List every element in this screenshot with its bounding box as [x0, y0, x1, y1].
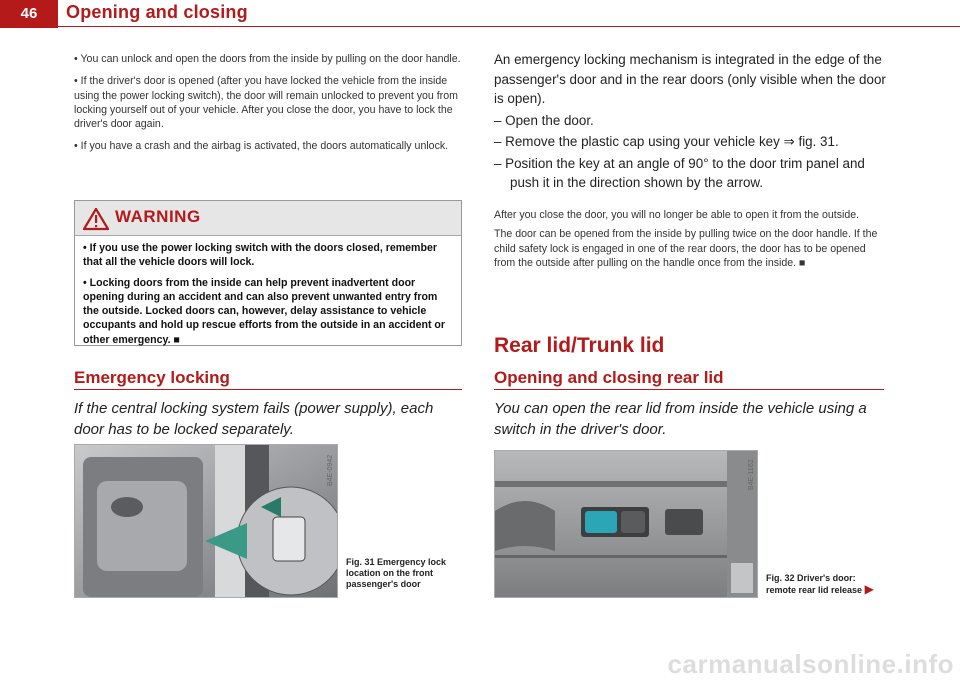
door-lock-illustration — [75, 445, 337, 597]
header-rule — [58, 26, 960, 27]
bullet-driver-door-opened: • If the driver's door is opened (after you have locked the vehicle from the inside using the power locking switch), the door will remain unlocked to prevent you from locking yourself out of your vehicle. After you close the door, you have to lock the driver's door again. — [74, 75, 458, 131]
warning-box — [74, 200, 462, 346]
continue-arrow-icon: ▶ — [864, 582, 874, 596]
step-item: – Remove the plastic cap using your vehicle key ⇒ fig. 31. — [494, 134, 839, 149]
fig31-caption: Fig. 31 Emergency lock location on the front passenger's door — [346, 557, 447, 589]
watermark: carmanualsonline.info — [667, 649, 954, 679]
emergency-intro: If the central locking system fails (power supply), each door has to be locked separately. — [74, 400, 434, 438]
fig32-code: B4E-1162 — [748, 459, 755, 490]
note-close-door: After you close the door, you will no longer be able to open it from the outside. — [494, 209, 860, 221]
emergency-notes — [494, 208, 888, 275]
warning-triangle-icon — [83, 207, 109, 231]
door-switch-illustration — [495, 451, 757, 597]
fig32-caption — [766, 573, 886, 596]
bullet-unlock-from-inside: • You can unlock and open the doors from the inside by pulling on the door handle. — [74, 53, 461, 65]
warning-header — [75, 201, 461, 236]
page-number: 46 — [0, 0, 58, 28]
fig31-image — [74, 444, 338, 598]
step-item: – Open the door. — [494, 112, 594, 128]
emergency-description — [494, 50, 888, 195]
heading-rule — [74, 389, 462, 390]
fig32-image — [494, 450, 758, 598]
section-title: Opening and closing — [66, 2, 248, 22]
emergency-mechanism-para: An emergency locking mechanism is integrated in the edge of the passenger's door and in the rear doors (only visible when the door is open). — [494, 52, 886, 106]
intro-bullets — [74, 52, 462, 162]
warning-item: • Locking doors from the inside can help prevent inadvertent door opening during an accident and can also prevent unwanted entry from the outside. Locked doors can, however, delay assistance to vehicle occupants and hold up rescue efforts from the outside in an accident or other emergency. ■ — [83, 276, 446, 346]
step-item: – Position the key at an angle of 90° to the door trim panel and push it in the direction shown by the arrow. — [494, 155, 865, 190]
fig32-caption-text: Fig. 32 Driver's door: remote rear lid release — [766, 573, 863, 595]
emergency-locking-heading: Emergency locking — [74, 368, 230, 387]
note-child-lock: The door can be opened from the inside by pulling twice on the door handle. If the child safety lock is engaged in one of the rear doors, the door has to be opened from the outside after pulling on the handle once from the inside. ■ — [494, 228, 878, 269]
warning-body — [83, 241, 455, 353]
warning-item: • If you use the power locking switch with the doors closed, remember that all the vehicle doors will lock. — [83, 242, 437, 269]
bullet-crash-unlock: • If you have a crash and the airbag is activated, the doors automatically unlock. — [74, 140, 449, 153]
heading-rule — [494, 389, 884, 390]
fig31-code: B4E-0942 — [327, 454, 334, 486]
rear-lid-intro: You can open the rear lid from inside the vehicle using a switch in the driver's door. — [494, 400, 867, 438]
rear-lid-subheading: Opening and closing rear lid — [494, 368, 724, 387]
warning-title: WARNING — [115, 207, 201, 226]
rear-lid-heading: Rear lid/Trunk lid — [494, 334, 665, 357]
